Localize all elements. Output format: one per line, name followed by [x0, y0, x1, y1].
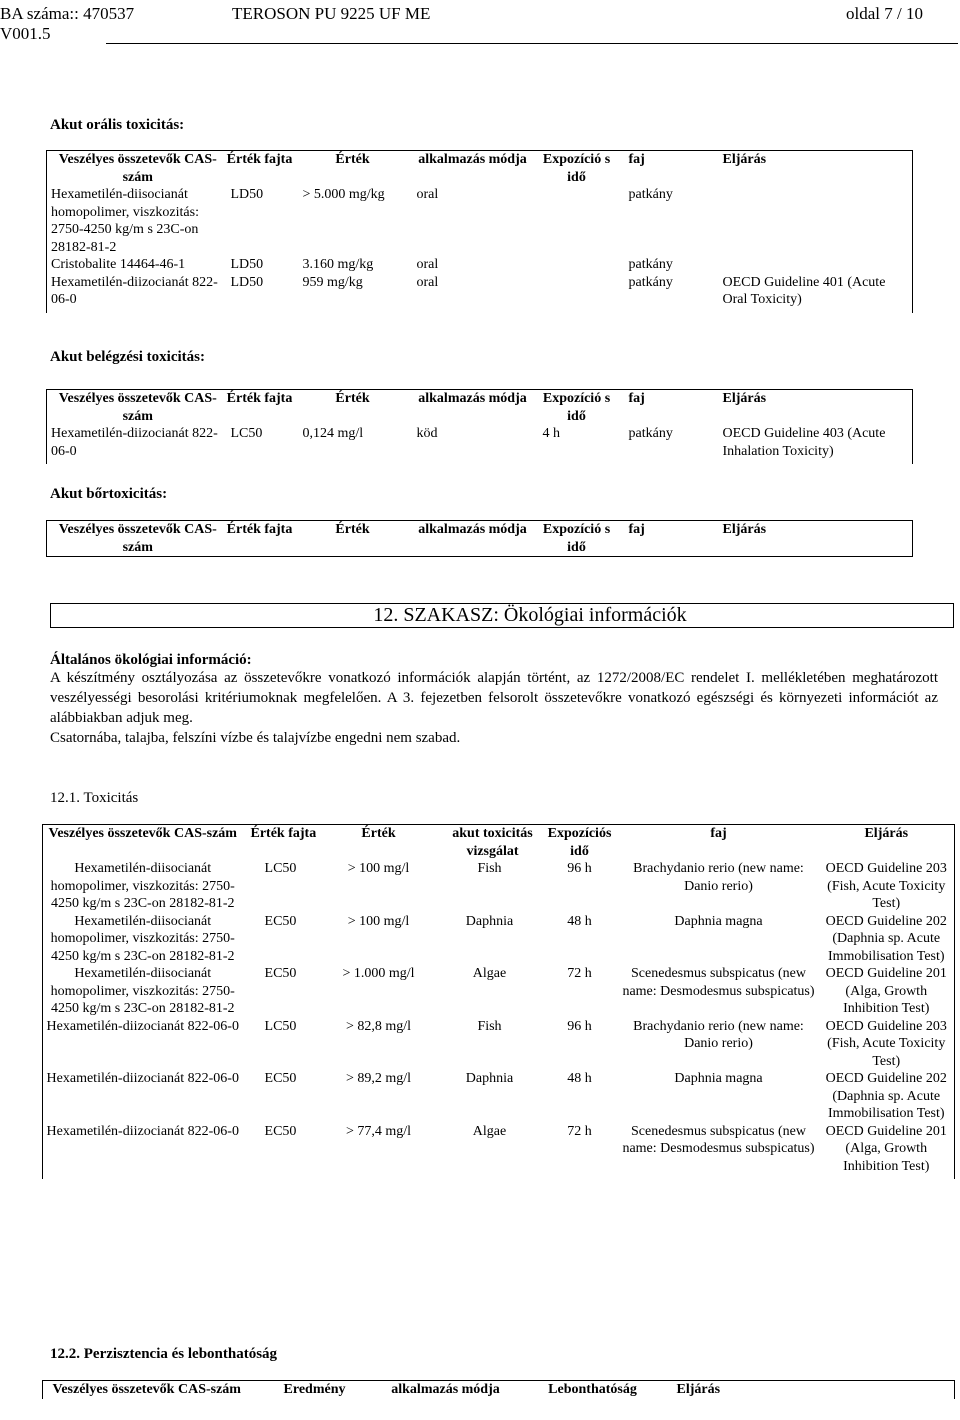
- cell-exposure: 96 h: [567, 1018, 592, 1034]
- col-header-method: Eljárás: [722, 391, 767, 406]
- col-header-species: faj: [710, 826, 727, 841]
- col-header-substance: Veszélyes összetevők CAS-szám: [58, 391, 217, 424]
- section-12-title: 12. SZAKASZ: Ökológiai információk: [373, 604, 687, 626]
- cell-test: Daphnia: [465, 913, 514, 929]
- persistence-table: [42, 1380, 955, 1399]
- col-header-method: Eljárás: [722, 522, 767, 537]
- table-row: [43, 1070, 955, 1123]
- col-header-exposure: Expozíció s idő: [542, 152, 611, 185]
- cell-test: Fish: [477, 1018, 502, 1034]
- cell-value-type: EC50: [264, 1071, 297, 1086]
- cell-exposure: 96 h: [567, 861, 592, 876]
- table-header-row: [43, 1381, 955, 1399]
- cell-exposure: 48 h: [567, 1071, 592, 1086]
- cell-exposure: 72 h: [567, 966, 592, 981]
- cell-substance: Hexametilén-diizocianát 822-06-0: [51, 274, 218, 307]
- table-header-row: [47, 151, 913, 187]
- oral-tox-table: [46, 150, 913, 313]
- cell-method: [713, 256, 913, 274]
- col-header-value-type: Érték fajta: [226, 152, 293, 167]
- col-header-method: Eljárás: [722, 152, 767, 167]
- table-row: [47, 274, 913, 313]
- col-header-substance: Veszélyes összetevők CAS-szám: [58, 152, 217, 185]
- col-header-degradability: Lebonthatóság: [548, 1382, 637, 1397]
- cell-substance: Hexametilén-diizocianát 822-06-0: [46, 1123, 239, 1139]
- toxicity-table: [42, 824, 955, 1179]
- col-header-substance: Veszélyes összetevők CAS-szám: [48, 826, 237, 841]
- cell-substance: Hexametilén-diizocianát 822-06-0: [46, 1018, 239, 1034]
- inhal-tox-table: [46, 389, 913, 464]
- col-header-method: Eljárás: [676, 1382, 721, 1397]
- table-header-row: [47, 390, 913, 426]
- cell-exposure: [535, 256, 619, 274]
- cell-value-type: LC50: [230, 426, 263, 441]
- cell-method: OECD Guideline 203 (Fish, Acute Toxicity Test): [825, 1018, 947, 1069]
- dermal-tox-table: [46, 520, 913, 557]
- col-header-value: Érték: [361, 826, 396, 841]
- table-header-row: [43, 825, 955, 861]
- cell-method: [713, 186, 913, 256]
- col-header-route: alkalmazás módja: [418, 391, 527, 406]
- header-rule: [106, 43, 958, 44]
- dermal-tox-title: Akut bőrtoxicitás:: [50, 486, 168, 502]
- col-header-exposure: Expozíció s idő: [542, 522, 611, 555]
- cell-species: Daphnia magna: [674, 1071, 763, 1086]
- cell-method: OECD Guideline 202 (Daphnia sp. Acute Immobilisation Test): [825, 1071, 947, 1121]
- cell-method: OECD Guideline 201 (Alga, Growth Inhibition Test): [825, 966, 947, 1016]
- toxicity-subtitle: 12.1. Toxicitás: [50, 790, 139, 806]
- cell-value: > 82,8 mg/l: [345, 1018, 412, 1034]
- cell-value: > 77,4 mg/l: [345, 1123, 412, 1139]
- cell-value-type: EC50: [264, 913, 297, 929]
- cell-substance: Hexametilén-diizocianát 822-06-0: [51, 426, 218, 459]
- cell-exposure: 72 h: [567, 1123, 592, 1139]
- table-row: [47, 425, 913, 464]
- cell-substance: Hexametilén-diisocianát homopolimer, viszkozitás: 2750-4250 kg/m s 23C-on 28182-81-2: [50, 861, 235, 911]
- cell-value-type: EC50: [264, 1123, 297, 1139]
- cell-exposure: 48 h: [567, 913, 592, 929]
- cell-species: Daphnia magna: [674, 913, 763, 929]
- col-header-value: Érték: [335, 391, 370, 406]
- general-eco-heading: Általános ökológiai információ:: [50, 652, 252, 668]
- cell-method: OECD Guideline 403 (Acute Inhalation Toxicity): [722, 426, 886, 459]
- col-header-route: alkalmazás módja: [391, 1382, 500, 1397]
- cell-test: Algae: [472, 966, 507, 981]
- persistence-subtitle: 12.2. Perzisztencia és lebonthatóság: [50, 1346, 278, 1362]
- cell-route: oral: [416, 187, 439, 202]
- cell-method: OECD Guideline 401 (Acute Oral Toxicity): [722, 274, 886, 307]
- cell-value: 3.160 mg/kg: [302, 257, 374, 272]
- cell-value-type: LD50: [230, 274, 264, 290]
- col-header-exposure: Expozíció s idő: [542, 391, 611, 424]
- cell-substance: Hexametilén-diisocianát homopolimer, viszkozitás: 2750-4250 kg/m s 23C-on 28182-81-2: [50, 913, 235, 964]
- cell-species: Brachydanio rerio (new name: Danio rerio): [633, 1018, 804, 1051]
- col-header-species: faj: [628, 152, 645, 167]
- cell-value-type: LC50: [264, 861, 297, 876]
- cell-value-type: LC50: [264, 1018, 297, 1034]
- cell-species: Brachydanio rerio (new name: Danio rerio): [633, 861, 804, 894]
- table-row: [43, 965, 955, 1018]
- cell-method: OECD Guideline 201 (Alga, Growth Inhibition Test): [825, 1123, 947, 1174]
- col-header-method: Eljárás: [864, 826, 909, 841]
- cell-value: 959 mg/kg: [302, 274, 363, 290]
- oral-tox-title: Akut orális toxicitás:: [50, 117, 185, 133]
- col-header-result: Eredmény: [283, 1382, 346, 1397]
- cell-exposure: 4 h: [542, 426, 560, 441]
- cell-species: Scenedesmus subspicatus (new name: Desmodesmus subspicatus): [622, 1123, 815, 1156]
- header-page-number: oldal 7 / 10: [846, 4, 923, 23]
- general-eco-text-2: Csatornába, talajba, felszíni vízbe és talajvízbe engedni nem szabad.: [50, 730, 461, 746]
- col-header-substance: Veszélyes összetevők CAS-szám: [52, 1382, 241, 1397]
- table-row: [43, 913, 955, 966]
- col-header-route: alkalmazás módja: [418, 152, 527, 167]
- cell-substance: Hexametilén-diizocianát 822-06-0: [46, 1071, 239, 1086]
- cell-species: patkány: [628, 257, 673, 272]
- cell-value: > 1.000 mg/l: [342, 966, 415, 981]
- cell-route: köd: [416, 426, 438, 441]
- cell-substance: Hexametilén-diisocianát homopolimer, viszkozitás: 2750-4250 kg/m s 23C-on 28182-81-2: [51, 187, 199, 255]
- cell-exposure: [535, 186, 619, 256]
- table-header-row: [47, 521, 913, 557]
- header-doc-id: BA száma:: 470537: [0, 4, 135, 23]
- table-row: [47, 256, 913, 274]
- col-header-value-type: Érték fajta: [226, 391, 293, 406]
- cell-value-type: LD50: [230, 257, 264, 272]
- cell-species: patkány: [628, 274, 673, 290]
- col-header-exposure: Expozíciós idő: [547, 826, 612, 859]
- cell-value-type: EC50: [264, 966, 297, 981]
- table-row: [43, 860, 955, 913]
- cell-substance: Hexametilén-diisocianát homopolimer, viszkozitás: 2750-4250 kg/m s 23C-on 28182-81-2: [50, 966, 235, 1016]
- general-eco-text: A készítmény osztályozása az összetevőkre vonatkozó információk alapján történt, az 1272/2008/EC rendelet I. mellékletében meghatározott veszélyességi besorolási kritériumoknak megfelelően. A 3. fejezetben felsorolt összetevőkre vonatkozó egészségi és környezeti információt az alábbiakban adjuk meg.: [50, 670, 938, 726]
- cell-method: OECD Guideline 203 (Fish, Acute Toxicity Test): [825, 861, 947, 911]
- inhal-tox-title: Akut belégzési toxicitás:: [50, 349, 205, 365]
- col-header-value: Érték: [335, 152, 370, 167]
- cell-value-type: LD50: [230, 187, 264, 202]
- table-row: [47, 186, 913, 256]
- table-row: [43, 1123, 955, 1180]
- cell-value: > 100 mg/l: [347, 861, 410, 876]
- table-row: [43, 1018, 955, 1071]
- header-product-name: TEROSON PU 9225 UF ME: [232, 4, 431, 23]
- cell-value: > 5.000 mg/kg: [302, 187, 385, 202]
- col-header-species: faj: [628, 391, 645, 406]
- col-header-value-type: Érték fajta: [250, 826, 317, 841]
- cell-value: 0,124 mg/l: [302, 426, 364, 441]
- cell-value: > 100 mg/l: [347, 913, 410, 929]
- col-header-value: Érték: [335, 522, 370, 537]
- cell-species: Scenedesmus subspicatus (new name: Desmodesmus subspicatus): [622, 966, 815, 999]
- cell-exposure: [535, 274, 619, 313]
- cell-test: Daphnia: [465, 1071, 514, 1086]
- cell-species: patkány: [628, 426, 673, 441]
- header-version: V001.5: [0, 24, 51, 43]
- cell-method: OECD Guideline 202 (Daphnia sp. Acute Immobilisation Test): [825, 913, 947, 964]
- col-header-value-type: Érték fajta: [226, 522, 293, 537]
- cell-test: Algae: [472, 1123, 507, 1139]
- col-header-substance: Veszélyes összetevők CAS-szám: [58, 522, 217, 555]
- cell-value: > 89,2 mg/l: [345, 1071, 412, 1086]
- col-header-route: alkalmazás módja: [418, 522, 527, 537]
- col-header-species: faj: [628, 522, 645, 537]
- cell-species: patkány: [628, 187, 673, 202]
- cell-route: oral: [416, 257, 439, 272]
- cell-route: oral: [416, 274, 439, 290]
- cell-test: Fish: [477, 861, 502, 876]
- col-header-test: akut toxicitás vizsgálat: [452, 826, 533, 859]
- cell-substance: Cristobalite 14464-46-1: [51, 257, 186, 272]
- section-12-banner: [50, 603, 954, 628]
